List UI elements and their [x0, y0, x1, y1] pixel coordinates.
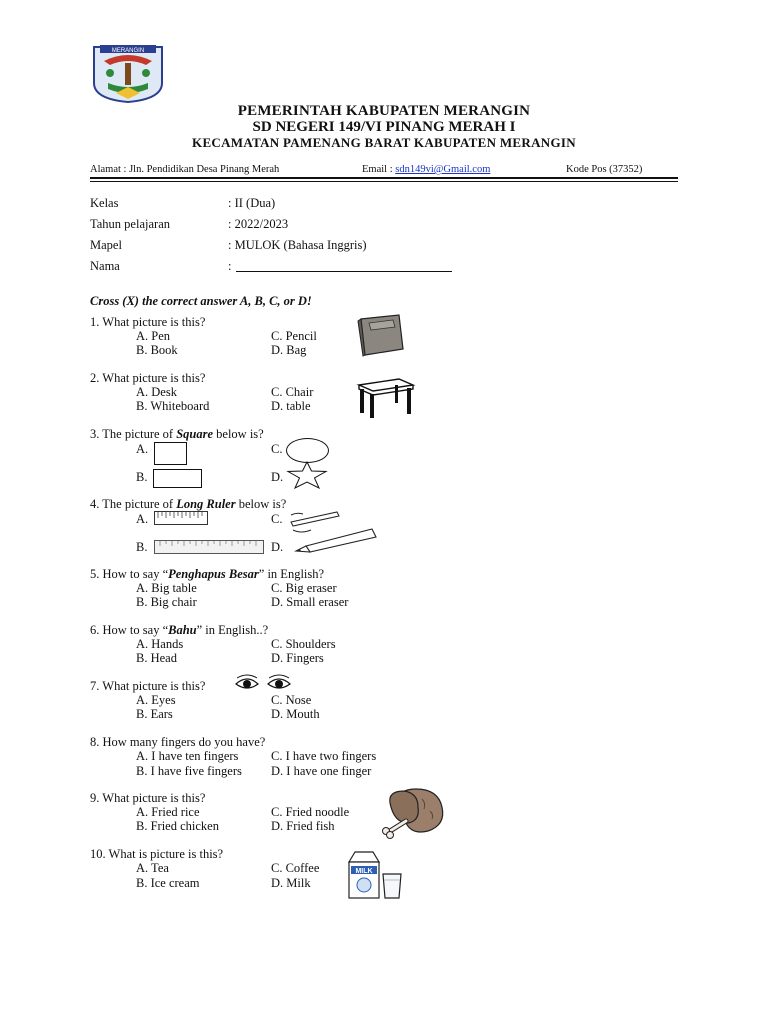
q10-option-a[interactable]: A. Tea [136, 861, 169, 875]
star-shape[interactable] [286, 461, 328, 494]
q8-option-c[interactable]: C. I have two fingers [271, 749, 377, 763]
q10-option-c[interactable]: C. Coffee [271, 861, 320, 875]
rectangle-shape[interactable] [153, 469, 202, 488]
oval-shape[interactable] [286, 438, 329, 463]
pencil-icon[interactable] [294, 526, 380, 559]
q9-option-a[interactable]: A. Fried rice [136, 805, 200, 819]
q5-option-c[interactable]: C. Big eraser [271, 581, 337, 595]
fried-chicken-icon [376, 785, 448, 846]
q7-option-b[interactable]: B. Ears [136, 707, 173, 721]
question-7: 7. What picture is this? [90, 679, 206, 693]
info-label-tahun: Tahun pelajaran [90, 217, 170, 231]
q7-option-d[interactable]: D. Mouth [271, 707, 320, 721]
book-icon [355, 313, 407, 362]
q2-option-c[interactable]: C. Chair [271, 385, 314, 399]
q10-option-b[interactable]: B. Ice cream [136, 876, 200, 890]
question-8: 8. How many fingers do you have? [90, 735, 266, 749]
svg-text:MERANGIN: MERANGIN [111, 48, 145, 54]
info-value-mapel: : MULOK (Bahasa Inggris) [228, 238, 367, 252]
milk-icon [345, 850, 407, 905]
info-label-nama: Nama [90, 259, 120, 273]
q6-text-post: ” in English..? [196, 623, 269, 637]
q8-option-a[interactable]: A. I have ten fingers [136, 749, 239, 763]
email-label: Email : [362, 164, 396, 175]
header-rule-thick [90, 177, 678, 179]
q2-option-b[interactable]: B. Whiteboard [136, 399, 210, 413]
q3-option-c[interactable]: C. [271, 442, 283, 456]
name-blank-line[interactable] [236, 271, 452, 272]
q8-option-d[interactable]: D. I have one finger [271, 764, 372, 778]
header-rule-thin [90, 181, 678, 182]
q1-option-d[interactable]: D. Bag [271, 343, 307, 357]
instruction: Cross (X) the correct answer A, B, C, or D! [90, 294, 312, 308]
svg-text:MILK: MILK [355, 868, 373, 875]
question-2: 2. What picture is this? [90, 371, 206, 385]
header-line-2: SD NEGERI 149/VI PINANG MERAH I [252, 119, 516, 135]
question-4 [90, 497, 286, 511]
header-line-3: KECAMATAN PAMENANG BARAT KABUPATEN MERANGIN [192, 135, 576, 150]
q7-option-c[interactable]: C. Nose [271, 693, 312, 707]
q4-text-pre: 4. The picture of [90, 497, 177, 511]
q6-text-pre: 6. How to say “ [90, 623, 169, 637]
question-9: 9. What picture is this? [90, 791, 206, 805]
q1-option-a[interactable]: A. Pen [136, 329, 171, 343]
q8-option-b[interactable]: B. I have five fingers [136, 764, 242, 778]
info-value-nama: : [228, 259, 232, 273]
q5-text-pre: 5. How to say “ [90, 567, 169, 581]
email-link[interactable]: sdn149vi@Gmail.com [395, 164, 491, 175]
q4-text-post: below is? [235, 497, 287, 511]
q5-text-post: ” in English? [258, 567, 325, 581]
q3-text-pre: 3. The picture of [90, 427, 177, 441]
q6-option-b[interactable]: B. Head [136, 651, 177, 665]
question-5 [90, 567, 324, 581]
q6-option-d[interactable]: D. Fingers [271, 651, 324, 665]
info-label-kelas: Kelas [90, 196, 119, 210]
q4-option-a[interactable]: A. [136, 512, 149, 526]
info-label-mapel: Mapel [90, 238, 122, 252]
q3-option-b[interactable]: B. [136, 470, 148, 484]
q6-text-emphasis: Bahu [168, 623, 197, 637]
short-ruler-icon[interactable] [154, 511, 208, 530]
q5-option-a[interactable]: A. Big table [136, 581, 197, 595]
question-1: 1. What picture is this? [90, 315, 206, 329]
table-icon [355, 375, 417, 424]
q3-option-a[interactable]: A. [136, 442, 149, 456]
q2-option-d[interactable]: D. table [271, 399, 311, 413]
info-value-kelas: : II (Dua) [228, 196, 276, 210]
q6-option-c[interactable]: C. Shoulders [271, 637, 336, 651]
q9-option-c[interactable]: C. Fried noodle [271, 805, 350, 819]
q4-option-b[interactable]: B. [136, 540, 148, 554]
question-6 [90, 623, 268, 637]
q1-option-c[interactable]: C. Pencil [271, 329, 317, 343]
q3-text-emphasis: Square [176, 427, 214, 441]
email-line [362, 164, 490, 175]
q10-option-d[interactable]: D. Milk [271, 876, 311, 890]
address: Alamat : Jln. Pendidikan Desa Pinang Merah [90, 164, 280, 175]
q7-option-a[interactable]: A. Eyes [136, 693, 176, 707]
q4-text-emphasis: Long Ruler [176, 497, 236, 511]
q3-text-post: below is? [213, 427, 264, 441]
q1-option-b[interactable]: B. Book [136, 343, 178, 357]
q9-option-b[interactable]: B. Fried chicken [136, 819, 219, 833]
q9-option-d[interactable]: D. Fried fish [271, 819, 335, 833]
q5-option-d[interactable]: D. Small eraser [271, 595, 349, 609]
long-ruler-icon[interactable] [154, 540, 264, 559]
q2-option-a[interactable]: A. Desk [136, 385, 177, 399]
question-3 [90, 427, 264, 441]
school-logo [90, 43, 166, 103]
question-10: 10. What is picture is this? [90, 847, 224, 861]
postal-code: Kode Pos (37352) [566, 164, 643, 175]
square-shape[interactable] [154, 442, 187, 465]
q4-option-d[interactable]: D. [271, 540, 284, 554]
header-line-1: PEMERINTAH KABUPATEN MERANGIN [237, 103, 531, 119]
q6-option-a[interactable]: A. Hands [136, 637, 184, 651]
q4-option-c[interactable]: C. [271, 512, 283, 526]
info-value-tahun: : 2022/2023 [228, 217, 289, 231]
q5-option-b[interactable]: B. Big chair [136, 595, 197, 609]
q5-text-emphasis: Penghapus Besar [168, 567, 259, 581]
q3-option-d[interactable]: D. [271, 470, 284, 484]
